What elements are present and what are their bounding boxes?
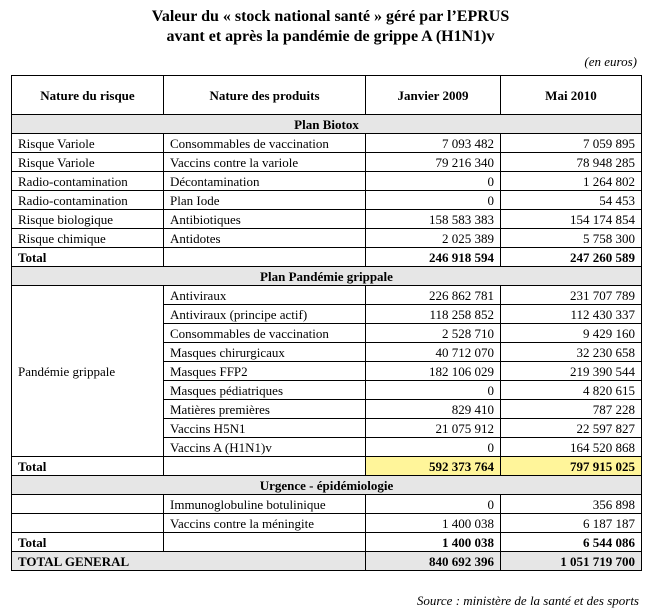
product-cell: Antiviraux: [164, 286, 366, 305]
table-row: [12, 172, 642, 191]
risk-cell: [12, 514, 164, 533]
section-row: [12, 115, 642, 134]
jan-2009-cell: 0: [366, 381, 501, 400]
mai-2010-cell: 787 228: [501, 400, 642, 419]
product-cell: Immunoglobuline botulinique: [164, 495, 366, 514]
product-cell: Masques FFP2: [164, 362, 366, 381]
jan-2009-cell: 118 258 852: [366, 305, 501, 324]
risk-group-cell: Pandémie grippale: [12, 286, 164, 457]
jan-2009-cell: 21 075 912: [366, 419, 501, 438]
mai-2010-cell: 231 707 789: [501, 286, 642, 305]
jan-2009-cell: 0: [366, 172, 501, 191]
risk-cell: Radio-contamination: [12, 172, 164, 191]
mai-2010-cell: 6 187 187: [501, 514, 642, 533]
empty-cell: [164, 457, 366, 476]
header-nature-risque: Nature du risque: [12, 76, 164, 115]
source-note: Source : ministère de la santé et des sports: [416, 593, 639, 608]
risk-cell: Risque Variole: [12, 134, 164, 153]
empty-cell: [164, 248, 366, 267]
risk-cell: Risque Variole: [12, 153, 164, 172]
mai-2010-cell: 154 174 854: [501, 210, 642, 229]
jan-2009-cell: 182 106 029: [366, 362, 501, 381]
total-jan-2009: 246 918 594: [366, 248, 501, 267]
mai-2010-cell: 356 898: [501, 495, 642, 514]
product-cell: Consommables de vaccination: [164, 134, 366, 153]
product-cell: Vaccins contre la variole: [164, 153, 366, 172]
table-row: [12, 153, 642, 172]
title-line-1: Valeur du « stock national santé » géré par l’EPRUS: [151, 8, 510, 25]
jan-2009-cell: 0: [366, 495, 501, 514]
document-title: [0, 7, 661, 47]
jan-2009-cell: 79 216 340: [366, 153, 501, 172]
section-title: Plan Biotox: [12, 115, 642, 134]
jan-2009-cell: 0: [366, 438, 501, 457]
product-cell: Vaccins A (H1N1)v: [164, 438, 366, 457]
total-label: Total: [12, 248, 164, 267]
mai-2010-cell: 112 430 337: [501, 305, 642, 324]
mai-2010-cell: 7 059 895: [501, 134, 642, 153]
total-label: Total: [12, 533, 164, 552]
product-cell: Antidotes: [164, 229, 366, 248]
section-row: [12, 476, 642, 495]
total-jan-2009: 1 400 038: [366, 533, 501, 552]
product-cell: Vaccins contre la méningite: [164, 514, 366, 533]
product-cell: Antibiotiques: [164, 210, 366, 229]
jan-2009-cell: 829 410: [366, 400, 501, 419]
mai-2010-cell: 1 264 802: [501, 172, 642, 191]
mai-2010-cell: 219 390 544: [501, 362, 642, 381]
product-cell: Antiviraux (principe actif): [164, 305, 366, 324]
mai-2010-cell: 4 820 615: [501, 381, 642, 400]
jan-2009-cell: 7 093 482: [366, 134, 501, 153]
empty-cell: [164, 533, 366, 552]
jan-2009-cell: 0: [366, 191, 501, 210]
total-row: [12, 248, 642, 267]
mai-2010-cell: 54 453: [501, 191, 642, 210]
grand-total-label: TOTAL GENERAL: [12, 552, 366, 571]
product-cell: Vaccins H5N1: [164, 419, 366, 438]
total-label: Total: [12, 457, 164, 476]
risk-cell: Risque biologique: [12, 210, 164, 229]
total-mai-2010-highlighted: 797 915 025: [501, 457, 642, 476]
product-cell: Matières premières: [164, 400, 366, 419]
risk-cell: Radio-contamination: [12, 191, 164, 210]
jan-2009-cell: 158 583 383: [366, 210, 501, 229]
product-cell: Masques pédiatriques: [164, 381, 366, 400]
mai-2010-cell: 78 948 285: [501, 153, 642, 172]
mai-2010-cell: 32 230 658: [501, 343, 642, 362]
table-row: [12, 210, 642, 229]
header-janvier-2009: Janvier 2009: [366, 76, 501, 115]
grand-total-row: [12, 552, 642, 571]
unit-note: (en euros): [584, 54, 637, 69]
mai-2010-cell: 22 597 827: [501, 419, 642, 438]
mai-2010-cell: 9 429 160: [501, 324, 642, 343]
jan-2009-cell: 2 025 389: [366, 229, 501, 248]
total-mai-2010: 247 260 589: [501, 248, 642, 267]
title-line-2: avant et après la pandémie de grippe A (H1N1)v: [166, 28, 495, 45]
section-title: Plan Pandémie grippale: [12, 267, 642, 286]
jan-2009-cell: 40 712 070: [366, 343, 501, 362]
total-row: [12, 533, 642, 552]
table-row: [12, 229, 642, 248]
header-nature-produits: Nature des produits: [164, 76, 366, 115]
risk-cell: [12, 495, 164, 514]
header-row: [12, 76, 642, 115]
product-cell: Consommables de vaccination: [164, 324, 366, 343]
table-row: [12, 134, 642, 153]
jan-2009-cell: 2 528 710: [366, 324, 501, 343]
mai-2010-cell: 5 758 300: [501, 229, 642, 248]
product-cell: Plan Iode: [164, 191, 366, 210]
table-row: [12, 514, 642, 533]
table-row: [12, 286, 642, 305]
section-row: [12, 267, 642, 286]
total-mai-2010: 6 544 086: [501, 533, 642, 552]
grand-total-jan-2009: 840 692 396: [366, 552, 501, 571]
total-jan-2009-highlighted: 592 373 764: [366, 457, 501, 476]
stock-table: [11, 75, 642, 571]
jan-2009-cell: 1 400 038: [366, 514, 501, 533]
grand-total-mai-2010: 1 051 719 700: [501, 552, 642, 571]
table-row: [12, 191, 642, 210]
total-row: [12, 457, 642, 476]
product-cell: Masques chirurgicaux: [164, 343, 366, 362]
mai-2010-cell: 164 520 868: [501, 438, 642, 457]
product-cell: Décontamination: [164, 172, 366, 191]
risk-cell: Risque chimique: [12, 229, 164, 248]
header-mai-2010: Mai 2010: [501, 76, 642, 115]
jan-2009-cell: 226 862 781: [366, 286, 501, 305]
section-title: Urgence - épidémiologie: [12, 476, 642, 495]
table-row: [12, 495, 642, 514]
